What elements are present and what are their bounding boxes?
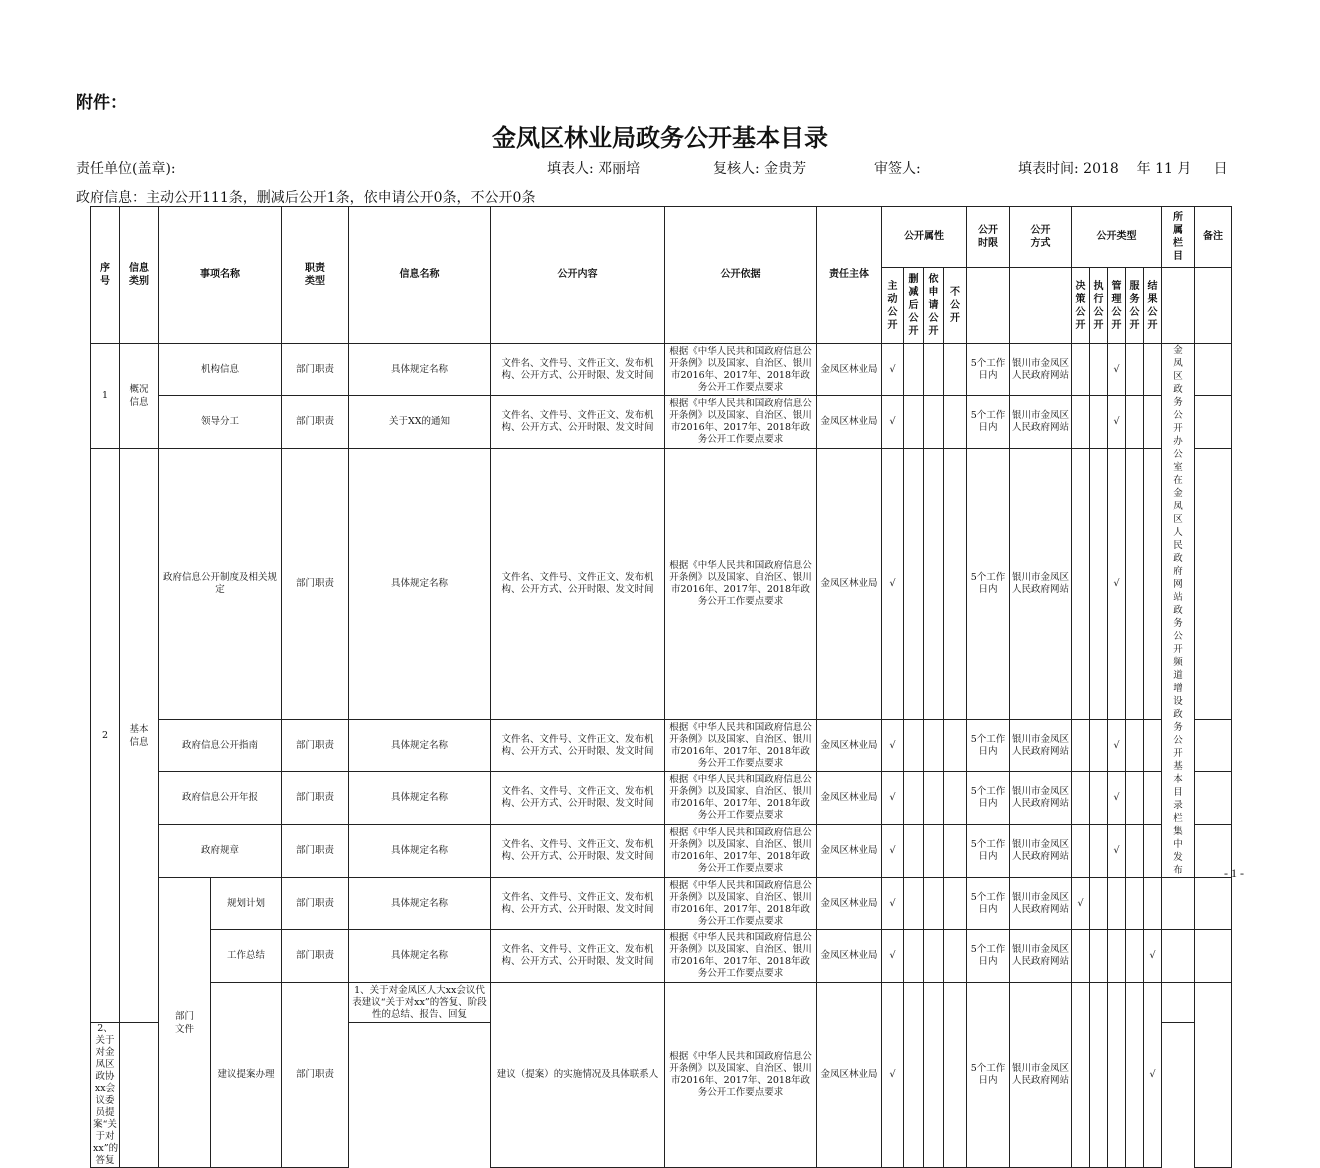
type-exec-cell (1090, 878, 1108, 930)
type-exec-cell (1090, 772, 1108, 825)
public-method: 银川市金凤区人民政府网站 (1010, 878, 1072, 930)
check-decision: √ (1072, 878, 1090, 930)
table-row (91, 772, 1232, 825)
info-name: 具体规定名称 (349, 449, 491, 720)
item-name: 机构信息 (159, 344, 282, 396)
time-limit: 5个工作日内 (967, 930, 1010, 983)
reviewer-field (713, 158, 806, 178)
attr-request-cell (924, 930, 944, 983)
unit-label: 责任单位(盖章): (76, 161, 176, 177)
check-active: √ (882, 449, 904, 720)
item-name: 工作总结 (211, 930, 282, 983)
header-attr-reduced: 删减后公开 (908, 274, 919, 337)
item-name: 规划计划 (211, 878, 282, 930)
attr-none-cell (944, 396, 967, 449)
remark-cell (1195, 930, 1232, 983)
public-basis: 根据《中华人民共和国政府信息公开条例》以及国家、自治区、银川市2016年、2017年、2018年政务公开工作要点要求 (669, 879, 812, 927)
table-row (91, 878, 1232, 930)
public-method: 银川市金凤区人民政府网站 (1010, 396, 1072, 449)
type-exec-cell (1090, 396, 1108, 449)
item-name: 领导分工 (159, 396, 282, 449)
time-limit: 5个工作日内 (967, 396, 1010, 449)
attr-reduced-cell (904, 449, 924, 720)
attr-request-cell (924, 878, 944, 930)
remark-cell (1195, 449, 1232, 720)
type-exec-cell (1090, 449, 1108, 720)
header-attr: 公开属性 (882, 207, 967, 268)
public-basis: 根据《中华人民共和国政府信息公开条例》以及国家、自治区、银川市2016年、2017年、2018年政务公开工作要点要求 (669, 1051, 812, 1098)
public-basis: 根据《中华人民共和国政府信息公开条例》以及国家、自治区、银川市2016年、2017年、2018年政务公开工作要点要求 (669, 932, 812, 979)
type-result-cell (1144, 449, 1162, 720)
public-content: 文件名、文件号、文件正文、发布机构、公开方式、公开时限、发文时间 (491, 344, 665, 396)
check-active: √ (882, 983, 904, 1168)
attr-none-cell (944, 825, 967, 878)
check-manage: √ (1108, 396, 1126, 449)
header-attr-request: 依申请公开 (928, 274, 939, 337)
type-exec-cell (1090, 983, 1108, 1168)
page-number: - 1 - (1224, 866, 1244, 880)
attr-reduced-cell (904, 396, 924, 449)
header-attr-none: 不公开 (950, 287, 960, 324)
public-basis: 根据《中华人民共和国政府信息公开条例》以及国家、自治区、银川市2016年、2017年、2018年政务公开工作要点要求 (669, 560, 812, 607)
day-label: 日 (1213, 161, 1228, 177)
public-content: 文件名、文件号、文件正文、发布机构、公开方式、公开时限、发文时间 (491, 772, 665, 825)
type-decision-cell (1072, 449, 1090, 720)
responsible-subject: 金凤区林业局 (817, 930, 882, 983)
header-remark: 备注 (1195, 207, 1232, 268)
header-seq: 序号 (100, 263, 110, 287)
attr-none-cell (944, 930, 967, 983)
responsible-subject: 金凤区林业局 (817, 878, 882, 930)
header-column-blank (1162, 268, 1195, 344)
check-active: √ (882, 930, 904, 983)
page-title: 金凤区林业局政务公开基本目录 (492, 123, 828, 152)
info-name: 关于XX的通知 (349, 396, 491, 449)
public-content: 文件名、文件号、文件正文、发布机构、公开方式、公开时限、发文时间 (491, 825, 665, 878)
type-decision-cell (1072, 983, 1090, 1168)
attr-reduced-cell (904, 344, 924, 396)
attachment-label: 附件： (76, 93, 127, 113)
duty-type: 部门职责 (282, 825, 349, 878)
check-manage: √ (1108, 344, 1126, 396)
responsible-subject: 金凤区林业局 (817, 396, 882, 449)
public-content: 文件名、文件号、文件正文、发布机构、公开方式、公开时限、发文时间 (491, 720, 665, 772)
date-month: 11 (1155, 161, 1173, 177)
type-result-cell (1144, 878, 1162, 930)
header-category: 信息类别 (129, 263, 149, 287)
check-active: √ (882, 720, 904, 772)
header-time-blank (967, 268, 1010, 344)
responsible-subject: 金凤区林业局 (817, 449, 882, 720)
header-type-manage: 管理公开 (1111, 280, 1122, 331)
attr-reduced-cell (904, 983, 924, 1168)
type-exec-cell (1090, 344, 1108, 396)
column-cell (1162, 878, 1195, 930)
type-decision-cell (1072, 772, 1090, 825)
public-basis: 根据《中华人民共和国政府信息公开条例》以及国家、自治区、银川市2016年、2017年、2018年政务公开工作要点要求 (669, 774, 812, 821)
header-type-result: 结果公开 (1147, 280, 1158, 331)
check-result: √ (1144, 983, 1162, 1168)
attr-request-cell (924, 396, 944, 449)
header-duty: 职责类型 (305, 263, 325, 287)
time-limit: 5个工作日内 (967, 983, 1010, 1168)
attr-request-cell (924, 983, 944, 1168)
type-service-cell (1126, 344, 1144, 396)
group1-seq: 1 (91, 344, 120, 449)
info-name: 具体规定名称 (349, 930, 491, 983)
type-exec-cell (1090, 930, 1108, 983)
month-label: 月 (1177, 161, 1192, 177)
public-method: 银川市金凤区人民政府网站 (1010, 772, 1072, 825)
public-content: 文件名、文件号、文件正文、发布机构、公开方式、公开时限、发文时间 (491, 930, 665, 983)
dept-docs-label: 部门文件 (175, 1010, 195, 1035)
public-content: 建议（提案）的实施情况及具体联系人 (491, 983, 665, 1168)
type-manage-cell (1108, 930, 1126, 983)
attr-reduced-cell (904, 930, 924, 983)
header-type-exec: 执行公开 (1093, 280, 1104, 331)
duty-type: 部门职责 (282, 983, 349, 1168)
attr-request-cell (924, 449, 944, 720)
responsible-subject: 金凤区林业局 (817, 772, 882, 825)
type-service-cell (1126, 396, 1144, 449)
group2-seq: 2 (91, 449, 120, 1023)
attr-request-cell (924, 772, 944, 825)
header-column: 所属栏目 (1173, 212, 1183, 262)
duty-type: 部门职责 (282, 396, 349, 449)
table-row (91, 930, 1232, 983)
type-service-cell (1126, 983, 1144, 1168)
item-name: 建议提案办理 (211, 983, 282, 1168)
table-row (91, 449, 1232, 720)
column-cell (1162, 930, 1195, 983)
attr-reduced-cell (904, 825, 924, 878)
table-row (91, 344, 1232, 396)
reviewer-name: 金贵芳 (764, 161, 807, 177)
type-manage-cell (1108, 878, 1126, 930)
type-result-cell (1144, 344, 1162, 396)
remark-cell (1195, 983, 1232, 1168)
type-decision-cell (1072, 396, 1090, 449)
duty-type: 部门职责 (282, 449, 349, 720)
check-manage: √ (1108, 772, 1126, 825)
info-name: 具体规定名称 (349, 344, 491, 396)
column-cell (1162, 983, 1195, 1023)
header-time: 公开时限 (978, 225, 998, 249)
header-remark-blank (1195, 268, 1232, 344)
table-row (91, 396, 1232, 449)
check-manage: √ (1108, 449, 1126, 720)
filler-label: 填表人: (547, 161, 594, 177)
public-method: 银川市金凤区人民政府网站 (1010, 344, 1072, 396)
type-result-cell (1144, 825, 1162, 878)
attr-none-cell (944, 344, 967, 396)
item-name: 政府信息公开年报 (159, 772, 282, 825)
public-basis: 根据《中华人民共和国政府信息公开条例》以及国家、自治区、银川市2016年、2017年、2018年政务公开工作要点要求 (669, 345, 812, 393)
responsible-subject: 金凤区林业局 (817, 344, 882, 396)
attr-none-cell (944, 449, 967, 720)
info-name: 具体规定名称 (349, 720, 491, 772)
table-row (91, 983, 1232, 1023)
attr-request-cell (924, 344, 944, 396)
responsible-subject: 金凤区林业局 (817, 720, 882, 772)
year-label: 年 (1136, 161, 1151, 177)
public-method: 银川市金凤区人民政府网站 (1010, 449, 1072, 720)
approver-label: 审签人: (874, 161, 921, 177)
type-service-cell (1126, 878, 1144, 930)
group2-category: 基本信息 (129, 723, 149, 748)
public-basis: 根据《中华人民共和国政府信息公开条例》以及国家、自治区、银川市2016年、2017年、2018年政务公开工作要点要求 (669, 721, 812, 769)
attr-request-cell (924, 825, 944, 878)
remark-cell (1195, 878, 1232, 930)
time-limit: 5个工作日内 (967, 772, 1010, 825)
time-limit: 5个工作日内 (967, 720, 1010, 772)
header-type-service: 服务公开 (1129, 280, 1140, 331)
time-limit: 5个工作日内 (967, 878, 1010, 930)
column-text: 金凤区政务公开办公室在金凤区人民政府网站政务公开频道增设政务公开基本目录栏集中发布 (1173, 345, 1183, 876)
header-method: 公开方式 (1030, 225, 1051, 249)
type-service-cell (1126, 720, 1144, 772)
filler-field (547, 158, 640, 178)
info-name-1: 1、关于对金凤区人大xx会议代表建议“关于对xx”的答复、阶段性的总结、报告、回复 (349, 983, 491, 1023)
header-attr-active: 主动公开 (887, 280, 898, 331)
time-limit: 5个工作日内 (967, 344, 1010, 396)
type-service-cell (1126, 930, 1144, 983)
public-content: 文件名、文件号、文件正文、发布机构、公开方式、公开时限、发文时间 (491, 878, 665, 930)
public-method: 银川市金凤区人民政府网站 (1010, 720, 1072, 772)
header-subject: 责任主体 (817, 207, 882, 344)
header-info: 信息名称 (349, 207, 491, 344)
attr-reduced-cell (904, 772, 924, 825)
attr-none-cell (944, 878, 967, 930)
check-active: √ (882, 344, 904, 396)
type-service-cell (1126, 825, 1144, 878)
duty-type: 部门职责 (282, 344, 349, 396)
check-active: √ (882, 396, 904, 449)
date-label: 填表时间: (1018, 161, 1079, 177)
check-active: √ (882, 772, 904, 825)
column-cell (120, 1023, 159, 1168)
duty-type: 部门职责 (282, 930, 349, 983)
attr-request-cell (924, 720, 944, 772)
duty-type: 部门职责 (282, 720, 349, 772)
type-result-cell (1144, 772, 1162, 825)
type-service-cell (1126, 772, 1144, 825)
type-result-cell (1144, 720, 1162, 772)
check-manage: √ (1108, 720, 1126, 772)
type-decision-cell (1072, 825, 1090, 878)
public-content: 文件名、文件号、文件正文、发布机构、公开方式、公开时限、发文时间 (491, 396, 665, 449)
table-row (91, 825, 1232, 878)
header-item: 事项名称 (159, 207, 282, 344)
info-name-2: 2、关于对金凤区政协xx会议委员提案“关于对xx”的答复 (91, 1023, 120, 1168)
date-year: 2018 (1083, 161, 1119, 177)
check-result: √ (1144, 930, 1162, 983)
group1-category: 概况信息 (129, 384, 149, 408)
type-decision-cell (1072, 720, 1090, 772)
attr-none-cell (944, 772, 967, 825)
header-method-blank (1010, 268, 1072, 344)
attr-none-cell (944, 983, 967, 1168)
reviewer-label: 复核人: (713, 161, 760, 177)
remark-cell (1195, 772, 1232, 825)
public-method: 银川市金凤区人民政府网站 (1010, 930, 1072, 983)
responsible-subject: 金凤区林业局 (817, 983, 882, 1168)
header-type-decision: 决策公开 (1075, 280, 1086, 331)
type-result-cell (1144, 396, 1162, 449)
item-name: 政府信息公开指南 (159, 720, 282, 772)
public-basis: 根据《中华人民共和国政府信息公开条例》以及国家、自治区、银川市2016年、2017年、2018年政务公开工作要点要求 (669, 398, 812, 445)
public-method: 银川市金凤区人民政府网站 (1010, 983, 1072, 1168)
info-name: 具体规定名称 (349, 772, 491, 825)
type-exec-cell (1090, 825, 1108, 878)
catalog-table (90, 206, 1232, 1168)
item-name: 政府规章 (159, 825, 282, 878)
type-service-cell (1126, 449, 1144, 720)
info-name: 具体规定名称 (349, 825, 491, 878)
attr-reduced-cell (904, 720, 924, 772)
duty-type: 部门职责 (282, 878, 349, 930)
header-basis: 公开依据 (665, 207, 817, 344)
date-field (1018, 158, 1228, 178)
duty-type: 部门职责 (282, 772, 349, 825)
type-decision-cell (1072, 930, 1090, 983)
type-exec-cell (1090, 720, 1108, 772)
attr-none-cell (944, 720, 967, 772)
header-type: 公开类型 (1072, 207, 1162, 268)
type-manage-cell (1108, 983, 1126, 1168)
item-name: 政府信息公开制度及相关规定 (159, 449, 282, 720)
info-name: 具体规定名称 (349, 878, 491, 930)
type-decision-cell (1072, 344, 1090, 396)
public-method: 银川市金凤区人民政府网站 (1010, 825, 1072, 878)
check-active: √ (882, 878, 904, 930)
remark-cell (1195, 344, 1232, 396)
attr-reduced-cell (904, 878, 924, 930)
header-content: 公开内容 (491, 207, 665, 344)
time-limit: 5个工作日内 (967, 825, 1010, 878)
remark-cell (1195, 720, 1232, 772)
public-basis: 根据《中华人民共和国政府信息公开条例》以及国家、自治区、银川市2016年、2017年、2018年政务公开工作要点要求 (669, 827, 812, 874)
filler-name: 邓丽培 (598, 161, 641, 177)
time-limit: 5个工作日内 (967, 449, 1010, 720)
table-row (91, 720, 1232, 772)
remark-cell (1195, 396, 1232, 449)
responsible-subject: 金凤区林业局 (817, 825, 882, 878)
public-content: 文件名、文件号、文件正文、发布机构、公开方式、公开时限、发文时间 (491, 449, 665, 720)
check-active: √ (882, 825, 904, 878)
check-manage: √ (1108, 825, 1126, 878)
summary-line: 政府信息：主动公开111条，删减后公开1条，依申请公开0条，不公开0条 (76, 190, 536, 206)
